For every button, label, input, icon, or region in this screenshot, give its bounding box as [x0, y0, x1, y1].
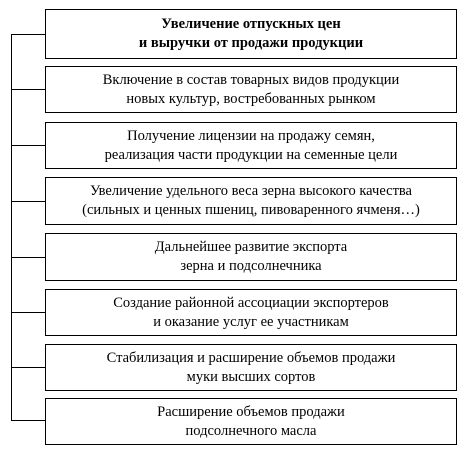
measure-box-7-line-2: подсолнечного масла — [185, 422, 317, 439]
measure-box-3 — [45, 177, 457, 225]
measure-box-6 — [45, 344, 457, 391]
measure-box-3-line-2: (сильных и ценных пшениц, пивоваренного ячменя…) — [82, 202, 420, 218]
measure-box-7 — [45, 398, 457, 445]
goal-box — [45, 9, 457, 59]
connector-branch-7 — [11, 420, 45, 421]
measure-box-2 — [45, 122, 457, 169]
measure-box-2-line-1: Получение лицензии на продажу семян, — [127, 127, 375, 144]
connector-branch-2 — [11, 145, 45, 146]
measure-box-1-line-2: новых культур, востребованных рынком — [126, 90, 376, 107]
connector-branch-3 — [11, 201, 45, 202]
connector-branch-5 — [11, 312, 45, 313]
measure-box-6-line-1: Стабилизация и расширение объемов продажи — [106, 349, 396, 366]
goal-box-line-2: и выручки от продажи продукции — [138, 35, 364, 51]
connector-branch-title — [11, 34, 45, 35]
measure-box-6-line-2: муки высших сортов — [186, 368, 316, 385]
measure-box-4-line-1: Дальнейшее развитие экспорта — [154, 239, 348, 255]
measure-box-2-line-2: реализация части продукции на семенные цели — [104, 146, 398, 163]
connector-branch-6 — [11, 367, 45, 368]
measure-box-5-line-1: Создание районной ассоциации экспортеров — [113, 294, 389, 311]
measure-box-1 — [45, 66, 457, 113]
measure-box-3-line-1: Увеличение удельного веса зерна высокого качества — [90, 183, 412, 199]
connector-branch-1 — [11, 89, 45, 90]
measure-box-5-line-2: и оказание услуг ее участникам — [153, 313, 349, 330]
measure-box-1-line-1: Включение в состав товарных видов продукции — [102, 71, 400, 88]
measure-box-5 — [45, 289, 457, 336]
measure-box-4-line-2: зерна и подсолнечника — [180, 258, 322, 274]
connector-branch-4 — [11, 257, 45, 258]
connector-spine — [11, 34, 12, 420]
goal-box-line-1: Увеличение отпускных цен — [161, 16, 341, 32]
measure-box-4 — [45, 233, 457, 281]
measure-box-7-line-1: Расширение объемов продажи — [157, 403, 345, 420]
